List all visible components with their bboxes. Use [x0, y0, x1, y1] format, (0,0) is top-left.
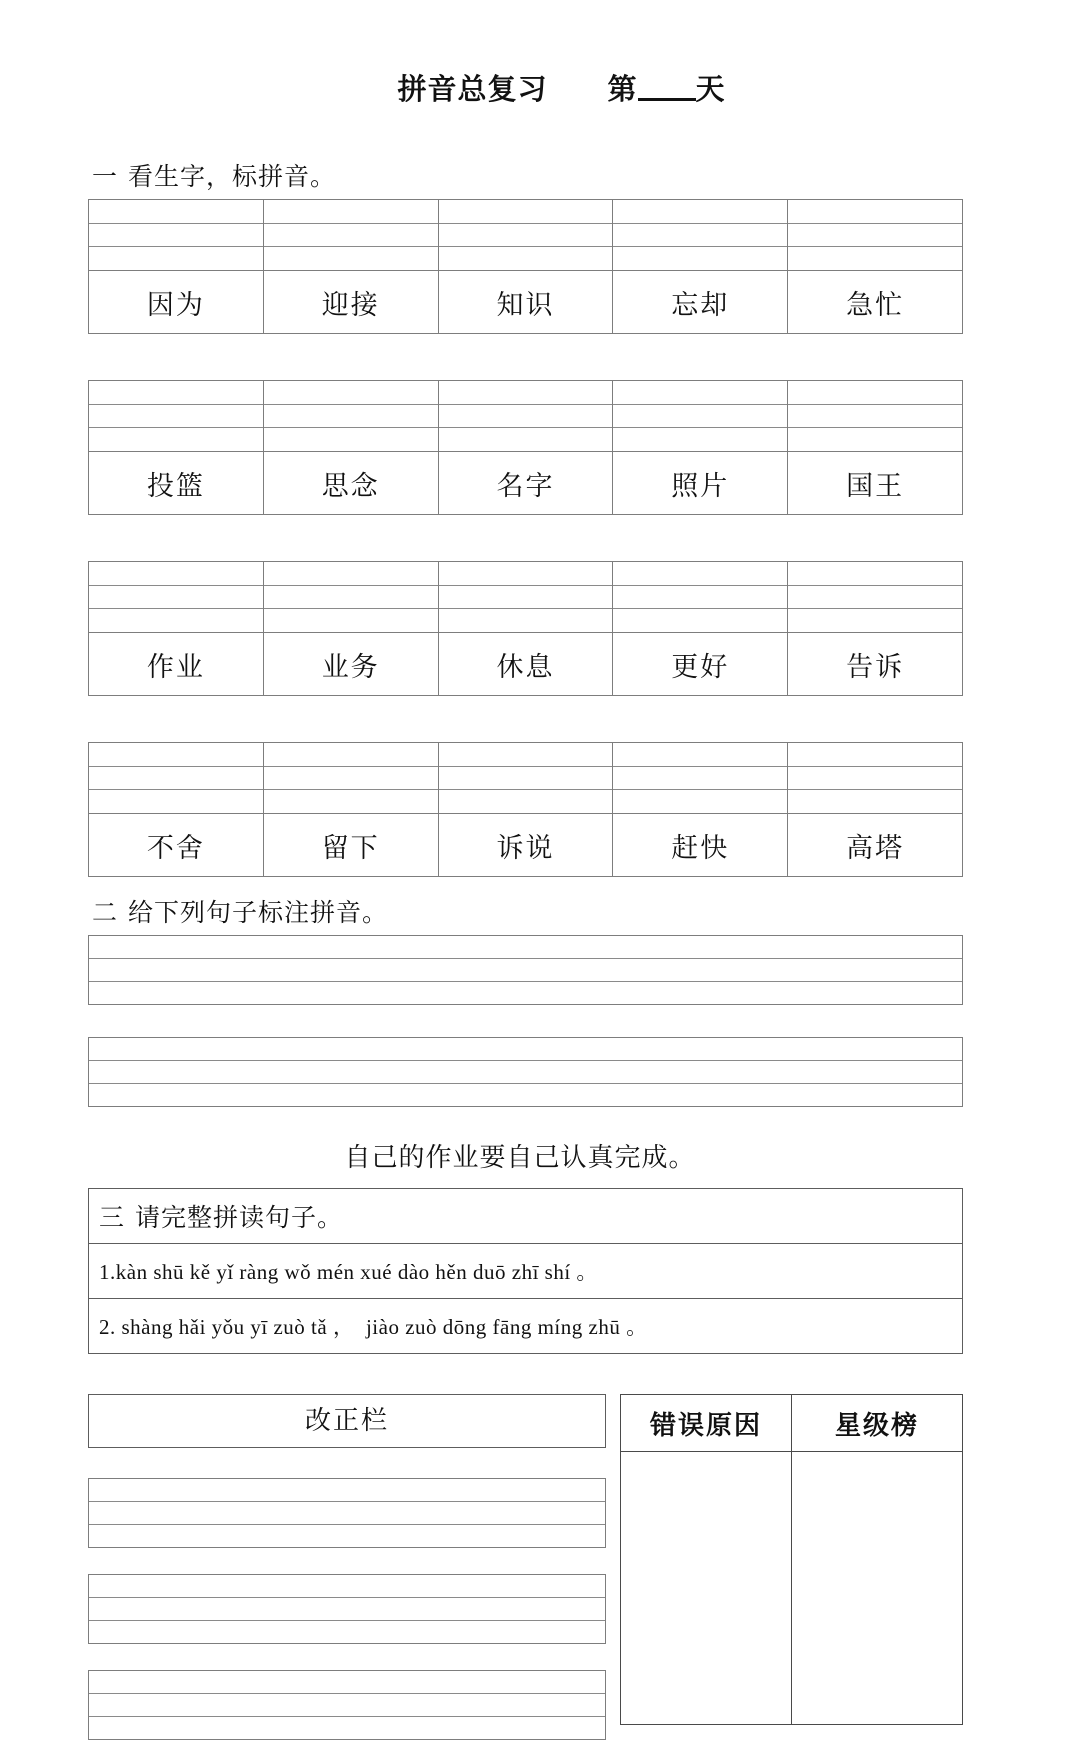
- section-one-heading: [92, 157, 1080, 193]
- word-cell: 更好: [613, 633, 788, 696]
- pinyin-writing-cell[interactable]: [788, 743, 963, 814]
- day-prefix: 第: [607, 74, 638, 106]
- word-row: [89, 452, 963, 515]
- pinyin-writing-cell[interactable]: [89, 743, 264, 814]
- spacer: [88, 1548, 606, 1574]
- error-reason-header: 错误原因: [621, 1395, 792, 1452]
- star-rank-header: 星级榜: [792, 1395, 963, 1452]
- pinyin-row: [89, 200, 963, 271]
- evaluation-table: [620, 1394, 963, 1725]
- page-title: [0, 0, 1080, 141]
- writing-line[interactable]: [89, 1671, 605, 1694]
- pinyin-writing-cell[interactable]: [788, 562, 963, 633]
- section-three-box: [88, 1188, 963, 1354]
- pinyin-row: [89, 562, 963, 633]
- pinyin-writing-cell[interactable]: [89, 562, 264, 633]
- table-header-row: [621, 1395, 963, 1452]
- writing-line[interactable]: [89, 1694, 605, 1717]
- error-reason-cell[interactable]: [621, 1452, 792, 1725]
- correction-column: [88, 1394, 606, 1740]
- correction-block-3[interactable]: [88, 1670, 606, 1740]
- spacer: [88, 1644, 606, 1670]
- writing-line[interactable]: [89, 1502, 605, 1525]
- writing-line[interactable]: [89, 1598, 605, 1621]
- pinyin-writing-cell[interactable]: [613, 743, 788, 814]
- pinyin-writing-cell[interactable]: [613, 381, 788, 452]
- writing-line[interactable]: [89, 982, 962, 1004]
- pinyin-writing-cell[interactable]: [788, 381, 963, 452]
- word-cell: 不舍: [89, 814, 264, 877]
- pinyin-writing-cell[interactable]: [89, 381, 264, 452]
- spacer: [0, 1005, 1080, 1037]
- writing-line[interactable]: [89, 1061, 962, 1084]
- writing-line[interactable]: [89, 1084, 962, 1106]
- pinyin-writing-cell[interactable]: [438, 381, 613, 452]
- section-three-text: 请完整拼读句子。: [135, 1205, 344, 1232]
- pinyin-row: [89, 743, 963, 814]
- section-three-heading: [89, 1189, 962, 1244]
- word-cell: 业务: [263, 633, 438, 696]
- word-row: [89, 814, 963, 877]
- spacer: [88, 1448, 606, 1478]
- pinyin-writing-cell[interactable]: [613, 200, 788, 271]
- pinyin-writing-cell[interactable]: [263, 743, 438, 814]
- word-cell: 国王: [788, 452, 963, 515]
- correction-title: 改正栏: [88, 1394, 606, 1448]
- sentence-writing-block-1[interactable]: [88, 935, 963, 1005]
- pinyin-writing-cell[interactable]: [613, 562, 788, 633]
- writing-line[interactable]: [89, 1479, 605, 1502]
- word-cell: 诉说: [438, 814, 613, 877]
- word-cell: 高塔: [788, 814, 963, 877]
- pinyin-sentence-1: 1.kàn shū kě yǐ ràng wǒ mén xué dào hěn duō zhī shí 。: [89, 1244, 962, 1299]
- pinyin-writing-cell[interactable]: [263, 200, 438, 271]
- pinyin-writing-cell[interactable]: [263, 381, 438, 452]
- word-cell: 迎接: [263, 271, 438, 334]
- word-table-row-2: [88, 380, 963, 515]
- word-table-row-1: [88, 199, 963, 334]
- pinyin-sentence-2: 2. shàng hǎi yǒu yī zuò tǎ ， jiào zuò dōng fāng míng zhū 。: [99, 1315, 648, 1339]
- word-cell: 赶快: [613, 814, 788, 877]
- word-cell: 留下: [263, 814, 438, 877]
- word-cell: 名字: [438, 452, 613, 515]
- word-cell: 照片: [613, 452, 788, 515]
- word-row: [89, 271, 963, 334]
- sentence-writing-block-2[interactable]: [88, 1037, 963, 1107]
- word-cell: 因为: [89, 271, 264, 334]
- pinyin-row: [89, 381, 963, 452]
- writing-line[interactable]: [89, 1621, 605, 1643]
- word-cell: 急忙: [788, 271, 963, 334]
- word-row: [89, 633, 963, 696]
- pinyin-writing-cell[interactable]: [438, 743, 613, 814]
- word-cell: 休息: [438, 633, 613, 696]
- word-cell: 作业: [89, 633, 264, 696]
- day-suffix: 天: [695, 74, 726, 106]
- word-cell: 忘却: [613, 271, 788, 334]
- writing-line[interactable]: [89, 1717, 605, 1739]
- writing-line[interactable]: [89, 959, 962, 982]
- pinyin-writing-cell[interactable]: [438, 200, 613, 271]
- correction-block-2[interactable]: [88, 1574, 606, 1644]
- section-two-text: 给下列句子标注拼音。: [128, 900, 389, 927]
- pinyin-writing-cell[interactable]: [263, 562, 438, 633]
- section-three-number: 三: [99, 1205, 126, 1232]
- standalone-sentence: 自己的作业要自己认真完成。: [344, 1143, 696, 1172]
- word-cell: 思念: [263, 452, 438, 515]
- word-cell: 知识: [438, 271, 613, 334]
- pinyin-writing-cell[interactable]: [89, 200, 264, 271]
- section-one-number: 一: [92, 164, 119, 191]
- pinyin-writing-cell[interactable]: [788, 200, 963, 271]
- section-one-text: 看生字，标拼音。: [128, 164, 337, 191]
- pinyin-writing-cell[interactable]: [438, 562, 613, 633]
- writing-line[interactable]: [89, 1525, 605, 1547]
- star-rank-cell[interactable]: [792, 1452, 963, 1725]
- writing-line[interactable]: [89, 1575, 605, 1598]
- day-blank-line: [638, 98, 696, 101]
- word-cell: 投篮: [89, 452, 264, 515]
- correction-block-1[interactable]: [88, 1478, 606, 1548]
- bottom-area: [0, 1394, 1080, 1724]
- section-two-heading: [92, 893, 1080, 929]
- page-title-main: 拼音总复习: [397, 74, 548, 106]
- section-two-number: 二: [92, 900, 119, 927]
- word-table-row-3: [88, 561, 963, 696]
- writing-line[interactable]: [89, 1038, 962, 1061]
- word-cell: 告诉: [788, 633, 963, 696]
- table-row: [621, 1452, 963, 1725]
- word-table-row-4: [88, 742, 963, 877]
- writing-line[interactable]: [89, 936, 962, 959]
